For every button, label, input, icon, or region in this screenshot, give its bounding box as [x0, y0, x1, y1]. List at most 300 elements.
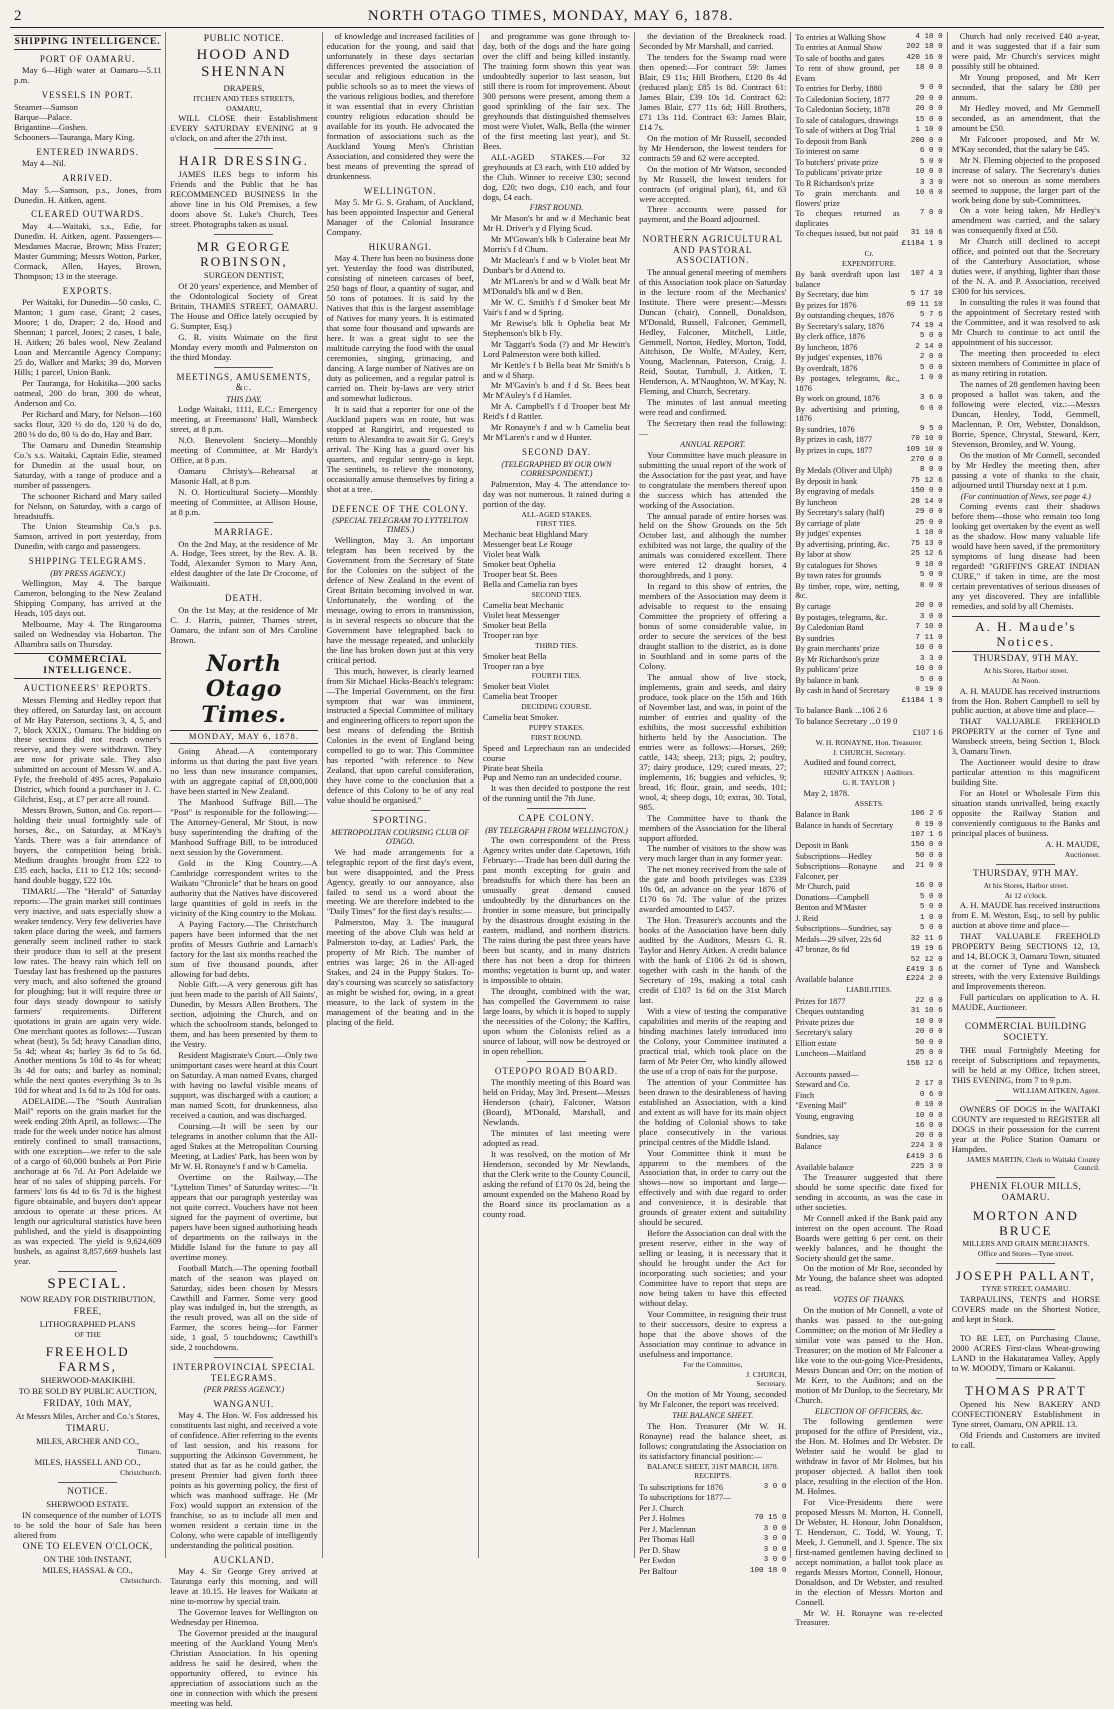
text: and programme was gone through to-day, both of the dogs and the hare going over the cliff and being killed instantly. The training form shown this year was undoubtedly superior to last season, but still there is room for improvement. About 300 persons were present, among them a good sprinkling of the fair sex. The greyhounds that distinguished themselves most were Violet, Walk, Bella (the winner of the first meeting last year), and St. Bees.: [482, 31, 631, 151]
ad-text: A. H. MAUDE has received instructions from E. M. Weston, Esq., to sell by public auction at above time and place—: [951, 900, 1100, 931]
text: On the 1st May, at the residence of Mr C. J. Harris, painter, Thames street, Oamaru, the infant son of Mrs Caroline Brown.: [170, 604, 318, 645]
text: Before the Association can deal with the present reserve, either in the way of selling or leasing, it is necessary that it should be brought under the Act for incorporating such societies; and your Committee have to report that steps are now being taken to have this effected without delay.: [639, 1228, 787, 1309]
account-amount: 20 0 0: [915, 94, 943, 103]
account-label: Secretary's salary: [795, 1028, 853, 1038]
account-label: Young, engraving: [795, 1111, 854, 1121]
text: Per Tauranga, for Hokitika—200 sacks oatmeal, 200 do bran, 300 do wheat, Anderson and Co.: [14, 377, 162, 408]
account-label: To grain merchants and flowers' prize: [795, 189, 900, 208]
text: Mr W. H. Ronayne was re-elected Treasurer.: [795, 1607, 943, 1628]
account-amount: 5 0 0: [919, 571, 943, 580]
ad-line: FRIDAY, 10th MAY,: [43, 1399, 132, 1410]
account-label: By bank overdraft upon last balance: [795, 270, 900, 289]
account-row: [639, 1524, 786, 1535]
account-amount: 50 0 0: [915, 1038, 943, 1047]
account-label: Per Balfour: [639, 1566, 678, 1576]
account-row: [795, 404, 942, 424]
ad-line: Christchurch.: [120, 1576, 162, 1586]
account-amount: 25 0 0: [915, 518, 943, 527]
divider: [527, 808, 586, 809]
result: Mr M'Laren's br and w d Walk beat Mr M'Donald's blk and w d Ben.: [482, 275, 631, 296]
heading: DEATH.: [225, 593, 263, 604]
account-label: Steward and Co.: [795, 1080, 850, 1090]
account-row: [795, 321, 942, 332]
account-amount: 75 13 0: [910, 539, 943, 548]
account-label: Subscriptions—Ronayne and Falconer, per: [795, 862, 905, 881]
subheading: ALL-AGED STAKES.: [521, 509, 592, 519]
ad-line: TIMARU.: [65, 1424, 110, 1435]
divider: [214, 234, 273, 235]
result: Mr A. Campbell's f d Trooper beat Mr Reid's f d Rattler.: [482, 401, 631, 422]
signature: W. H. RONAYNE, Hon. Treasurer.: [815, 737, 923, 747]
subheading: ELECTION OF OFFICERS, &c.: [815, 1406, 924, 1416]
ad-text: THAT VALUABLE FREEHOLD PROPERTY Being SECTIONS 12, 13, and 14, BLOCK 3, Oamaru Town, situated at the corner of Tyne and Wansbeck streets, with the very Extensive Buildings and Improvements thereon.: [951, 931, 1100, 992]
account-row: [795, 1111, 942, 1122]
account-amount: 0 19 0: [915, 686, 943, 695]
text: On the motion of Mr Connell, seconded by Mr Hedley the meeting then, after passing a vote of thanks to the chair, adjourned until Thursday next at 1 p.m.: [951, 449, 1100, 490]
account-amount: 5 0 0: [919, 363, 943, 372]
account-row: [795, 1017, 942, 1028]
text: Per Richard and Mary, for Nelson—160 sacks flour, 320 ½ do do, 120 ¼ do do, 280 ⅛ do do, 80 ¼ do do, Hay and Barr.: [14, 408, 162, 439]
text: Oamaru Christy's—Rehearsal at Masonic Hall, at 8 p.m.: [170, 466, 318, 487]
account-row: [795, 665, 942, 676]
account-label: By deposit in bank: [795, 476, 858, 486]
ad-title: MR GEORGE ROBINSON,: [196, 239, 292, 270]
ad-line: TO BE SOLD BY PUBLIC AUCTION,: [18, 1386, 157, 1397]
account-label: To entries at Walking Show: [795, 32, 886, 42]
text: The meeting then proceeded to elect sixteen members of Committee in place of as many retiring in rotation.: [951, 348, 1100, 378]
account-amount: 5 0 0: [919, 157, 943, 166]
text: Your Committee, in resigning their trust to their successors, desire to express a hope that the above shows of the Association may continue to advance in usefulness and importance.: [639, 1309, 787, 1359]
ad-line: MILES, ARCHER AND CO.,: [36, 1436, 140, 1447]
account-amount: 225 3 0: [910, 1162, 943, 1171]
account-row: [795, 654, 942, 665]
account-row: [639, 1482, 786, 1493]
ad-line: SHERWOOD ESTATE.: [46, 1498, 130, 1509]
account-amount: [743, 1503, 786, 1514]
subheading: FIRST TIES.: [536, 519, 577, 529]
text: Messrs Brown, Sutton, and Co. report—holding their usual fortnightly sale of horses, &c., on Saturday, at M'Kay's Yards. There was a fair attendance of buyers, the competition being brisk. Medium draughts brought from £22 to £35 each, hacks, £11 to £12 10s; second-hand double buggy, £22 10s.: [14, 805, 162, 886]
result: Mr Ronayne's f and w b Camelia beat Mr M'Laren's r and w d Hunter.: [482, 422, 631, 443]
ad-line: HOOD AND SHENNAN: [196, 47, 292, 81]
ad-text: G. R. visits Waimate on the first Monday every month and Palmerston on the third Monday.: [170, 332, 318, 363]
account-amount: 29 0 0: [915, 508, 943, 517]
ad-text: WILL CLOSE their Establishment EVERY SATURDAY EVENING at 9 o'clock, on and after the 27th inst.: [170, 113, 318, 144]
account-label: To R Richardson's prize: [795, 178, 874, 188]
account-label: Benton and M'Master: [795, 903, 867, 913]
account-amount: 20 0 0: [915, 105, 943, 114]
subheading: (TELEGRAPHED BY OUR OWN CORRESPONDENT.): [501, 459, 612, 479]
account-label: [795, 965, 904, 975]
account-label: To entries at Annual Show: [795, 43, 883, 53]
account-label: [795, 1122, 890, 1132]
account-row: [795, 424, 942, 435]
account-amount: 0 19 0: [915, 820, 943, 829]
account-amount: 1 10 0: [915, 126, 943, 135]
account-label: Per J. Maclennan: [639, 1524, 696, 1534]
account-amount: 5 0 0: [919, 892, 943, 901]
result-list: Camelia beat Mechanic Violet beat Messenger Smoker beat Bella Trooper ran bye: [482, 599, 564, 640]
divider: [214, 367, 273, 368]
nameplate: North Otago Times.: [201, 650, 287, 728]
account-label: Deposit in Bank: [795, 841, 849, 851]
masthead: [10, 6, 1104, 28]
account-amount: [743, 1493, 786, 1504]
account-row: [795, 64, 942, 84]
account-row: [795, 1152, 942, 1162]
account-amount: 224 3 0: [910, 1142, 943, 1151]
ad-line: At his Stores, Harbor street.: [983, 665, 1069, 675]
ad-text: Old Friends and Customers are invited to call.: [951, 1429, 1100, 1450]
receipts-table: [639, 1482, 786, 1577]
heading: AUCKLAND.: [213, 1554, 275, 1565]
account-row: [795, 612, 942, 623]
account-amount: 28 14 0: [910, 497, 943, 506]
account-amount: 0 10 0: [915, 1101, 943, 1110]
account-row: [795, 1038, 942, 1049]
account-amount: 18 0 0: [915, 64, 943, 73]
account-label: Cheques outstanding: [795, 1007, 864, 1017]
account-label: Luncheon—Maitland: [795, 1049, 866, 1059]
ad-line: OAMARU,: [226, 103, 262, 113]
text: The annual show of live stock, implements, grain and seeds, and dairy produce, took place on the 15th and 16th of November last, and was, in point of the number of entries and quality of the exhibits, the most successful exhibition hitherto held by the Association. The entries were as follows:—Horses, 269; cattle, 143; sheep, 213; pigs, 2; poultry, 37; dairy produce, 129; cured meats, 27; implements, 16; buggies and vehicles, 9; bread, 16; flour, grain, and seeds, 101; wool, 4; sheep dogs, 10; extras, 30. Total, 985.: [639, 672, 787, 812]
result: Mr Maclean's f and w b Violet beat Mr Dunbar's br d Attend to.: [482, 254, 631, 275]
text: TIMARU.—The "Herald" of Saturday reports:—The grain market still continues very inactive, and oats especially show a weaker tendency. Very few deliveries have taken place during the week, and farmers generally seem inclined rather to stack their produce than to sell at the present low rates. The heavy rain which fell on Tuesday last has freshened up the pastures very much, and also softened the ground for ploughing; but it will require three or four days steady downpour to satisfy farmers' requirements. Different quotations in grain are again very wide. One merchant quotes as follows:—Tuscan wheat (best), 5s 5d; heavy Canadian ditto, 5s 4d; wheat 4s; barley 3s 6d to 5s 6d. Another mentions 5s 10d to 4s for wheat; 3s 4d for oats; and barley as nominal; while the next quotes everything 3s to 3s 10d for wheat and 1s 6d to 2s 10d for oats.: [14, 886, 162, 1096]
account-amount: 2 0 0: [919, 353, 943, 362]
result: Mr Rewise's blk b Ophelia beat Mr Stephenson's blk b Fly.: [482, 317, 631, 338]
account-row: [795, 229, 942, 240]
account-amount: 10 0 0: [915, 1111, 943, 1120]
account-row: [795, 43, 942, 54]
text: Mr Connell asked if the Bank paid any interest on the open account. The Road Boards were getting 6 per cent. on their weekly balances, and he thought the Society should get the same.: [795, 1212, 943, 1263]
account-label: By judges' expenses: [795, 529, 862, 539]
heading: SPORTING.: [372, 815, 428, 826]
account-row: [795, 147, 942, 158]
text: Mr Church still declined to accept office, and pointed out that the Secretary of the Canterbury Association, whose duties were, if anything, lighter than those of the N. A. and P. Association, received £300 for his services.: [951, 236, 1100, 297]
text: May 5.—Samson, p.s., Jones, from Dunedin. H. Aitken, agent.: [14, 184, 162, 205]
account-row: [795, 934, 942, 945]
text: The net money received from the sale of the gate and booth privileges was £339 10s 0d, an advance on the year 1876 of £170 6s 7d. The value of the prizes awarded amounted to £457.: [639, 864, 787, 915]
account-label: By luncheon, 1876: [795, 342, 858, 352]
text: To balance Secretary ...0 19 0: [795, 715, 898, 726]
account-amount: 16 0 0: [915, 882, 943, 891]
account-label: Elliott estate: [795, 1038, 837, 1048]
ad-line: At his Stores, Harbor street.: [983, 880, 1069, 890]
subheading: ANNUAL REPORT.: [680, 440, 746, 450]
account-amount: £1184 1 9: [901, 239, 943, 248]
account-row: [639, 1545, 786, 1556]
subheading: PUPPY STAKES.: [528, 722, 585, 732]
heading: WANGANUI.: [213, 1398, 275, 1409]
ad-text: The Auctioneer would desire to draw particular attention to this magnificent building Site.: [951, 757, 1100, 788]
account-row: [639, 1493, 786, 1504]
account-row: [795, 529, 942, 540]
heading: OTEPOPO ROAD BOARD.: [494, 1065, 619, 1076]
account-amount: 3 3 0: [919, 654, 943, 663]
continuation-note: (For continuation of News, see page 4.): [960, 491, 1091, 501]
editorial-item: Gold in the King Country.—A Cambridge correspondent writes to the Waikato "Chronicle" that he hears on good authority that the Natives have discovered large quantities of gold in reefs in the vicinity of the King country to the Mokau.: [170, 857, 318, 918]
account-label: "Evening Mail": [795, 1101, 847, 1111]
account-row: [795, 560, 942, 571]
account-row: [795, 539, 942, 550]
account-row: [795, 53, 942, 64]
account-row: [795, 810, 942, 821]
column-7: [948, 32, 1104, 1558]
account-label: To cheques returned as duplicates: [795, 209, 900, 228]
account-amount: 31 10 6: [910, 229, 943, 238]
ad-line: MILES, HASSELL AND CO.,: [34, 1456, 141, 1467]
account-row: [795, 189, 942, 209]
account-row: [795, 1090, 942, 1101]
ad-text: TO BE LET, on Purchasing Clause, 2000 ACRES First-class Wheat-growing LAND in the Hakataramea Valley, Apply to W. MOODY, Timaru or Kakanui.: [951, 1332, 1100, 1373]
account-label: By timber, rope, wire, netting, &c.: [795, 581, 900, 601]
result-list: Speed and Leprechaun ran an undecided course Pirate beat Sheila Pup and Nemo ran an undecided course.: [482, 742, 631, 783]
text: Mr Hedley moved, and Mr Gemmell seconded, as an amendment, that the amount be £50.: [951, 102, 1100, 133]
heading: EXPORTS.: [62, 285, 113, 296]
ad-text: For an Hotel or Wholesale Firm this situation stands unrivalled, being exactly opposite the Railway Station and conveniently contiguous to the Banks and principal places of business.: [951, 788, 1100, 839]
account-amount: 21 0 0: [915, 862, 943, 871]
account-amount: 6 0 0: [919, 404, 943, 413]
ad-line: SURGEON DENTIST,: [203, 270, 284, 281]
signature: HENRY AITKEN } Auditors.: [823, 768, 915, 778]
divider: [371, 810, 430, 811]
account-row: [795, 601, 942, 612]
account-row: [795, 394, 942, 405]
ad-line: At Noon.: [1011, 675, 1040, 685]
account-row: [795, 644, 942, 655]
result-list: Smoker beat Violet Camelia beat Trooper: [482, 681, 558, 702]
account-label: By overdraft, 1876: [795, 363, 858, 373]
account-label: By prizes for 1876: [795, 300, 857, 310]
account-amount: 20 0 0: [915, 1028, 943, 1037]
account-label: [795, 239, 899, 249]
signature: G. R. TAYLOR }: [842, 778, 896, 788]
subheading: VOTES OF THANKS.: [833, 1295, 905, 1305]
divider: [996, 1378, 1055, 1379]
account-row: [795, 675, 942, 686]
account-label: Subscriptions—Sundries, say: [795, 924, 892, 934]
account-label: By cartage: [795, 601, 831, 611]
account-amount: 8 0 0: [919, 466, 943, 475]
account-amount: 1 0 0: [919, 913, 943, 922]
account-amount: 25 12 6: [910, 550, 943, 559]
account-amount: 15 0 0: [915, 115, 943, 124]
subheading: (PER PRESS AGENCY.): [203, 1385, 285, 1395]
ad-title: PUBLIC NOTICE.: [203, 34, 285, 44]
signature: WILLIAM AITKEN, Agent.: [1012, 1086, 1100, 1095]
heading: INTERPROVINCIAL SPECIAL TELEGRAMS.: [172, 1362, 316, 1383]
account-row: [795, 311, 942, 322]
account-amount: £419 3 6: [906, 965, 943, 974]
text: To balance Bank ...106 2 6: [795, 704, 888, 715]
signature: J. CHURCH, Secretary.: [832, 747, 906, 757]
divider: [58, 1482, 117, 1483]
account-amount: 3 6 0: [919, 394, 943, 403]
text: May 2, 1878.: [803, 787, 850, 798]
text: The drought, combined with the war, has compelled the Government to raise large loans, by which it is hoped to supply the necessities of the Colony; the Kaffirs, upon whom the Colonists relied as a source of labour, will now be destroyed or in open rebellion.: [482, 985, 631, 1056]
text: Melbourne, May 4. The Ringarooma sailed on Wednesday via Hobarton. The Albambra sails on Thursday.: [14, 619, 162, 650]
ad-title: SPECIAL.: [47, 1275, 128, 1292]
text: The attention of your Committee has been drawn to the desirableness of having established an Association, with a kind and extent as will have for its main object the holding of Colonial shows to take place consecutively in the various principal centres of the Middle Island.: [639, 1076, 787, 1147]
signature: A. H. MAUDE,: [1045, 839, 1100, 850]
text: Three accounts were passed for payment, and the Board adjourned.: [639, 204, 787, 225]
account-row: [795, 168, 942, 179]
account-label: Per Thomas Hall: [639, 1535, 695, 1545]
ad-line: Timaru.: [137, 1447, 162, 1457]
ad-line: THURSDAY, 9TH MAY.: [973, 868, 1079, 879]
text: It was resolved, on the motion of Mr Henderson, seconded by Mr Newlands, that the Clerk write to the County Council, asking the refund of £170 0s 2d, being the amount expended on the Maheno Road by the Board since its proclamation as a county road.: [482, 1148, 631, 1219]
account-label: By grain merchants' prize: [795, 644, 880, 654]
text: The annual parade of entire horses was held on the Show Grounds on the 5th October last, and although the number exhibited was not large, the quality of the animals was considered excellent. There were entered 12 draught horses, 4 thoroughbreds, and 1 pony.: [639, 510, 787, 581]
ad-line: DRAPERS,: [223, 82, 265, 93]
account-amount: 109 10 0: [906, 445, 943, 454]
account-amount: £1184 1 9: [901, 696, 943, 705]
account-label: Balance: [795, 1142, 822, 1152]
account-row: [795, 290, 942, 301]
account-amount: 20 0 0: [915, 1131, 943, 1140]
account-amount: 9 10 0: [915, 560, 943, 569]
account-amount: 5 0 0: [919, 924, 943, 933]
ad-line: ITCHEN AND TEES STREETS,: [193, 93, 295, 103]
text: May 4. The Hon. W. Fox addressed his constituents last night, and received a vote of confidence. After referring to the events of last session, and his reasons for supporting the Atkinson Government, he stated that as far as he could gather, the present Premier had given forth three points as his governing policy, the first of which was manhood suffrage. He (Mr Fox) would support an extension of the franchise, so as to include all men and women resident a certain time in the Colony, who were capable of intelligently understanding the political position.: [170, 1410, 318, 1550]
ad-title: HAIR DRESSING.: [179, 153, 309, 169]
subheading: DECIDING COURSE.: [521, 702, 592, 712]
account-row: [795, 571, 942, 582]
heading: PORT OF OAMARU.: [39, 54, 136, 65]
text: In consulting the rules it was found that the appointment of Secretary rested with the Committee, and it was resolved to ask Mr Church to continue to act until the appointment of his successor.: [951, 297, 1100, 348]
account-amount: 107 1 6: [910, 831, 943, 840]
account-label: To deposit from Bank: [795, 136, 867, 146]
account-amount: 31 10 6: [910, 1007, 943, 1016]
account-amount: 16 0 0: [915, 1122, 943, 1131]
account-row: [795, 1069, 942, 1080]
account-label: 47 bronze, 8s 6d: [795, 945, 850, 955]
account-amount: 202 18 0: [906, 43, 943, 52]
result: Mr Taggart's Soda (?) and Mr Hewitt's Lord Palmerston were both killed.: [482, 338, 631, 359]
text: ADELAIDE.—The "South Australian Mail" reports on the grain market for the week ending 20th April, as follows:—The trade for the week under notice has almost entirely confined to small transactions, with one exception—we refer to the sale of a cargo of 60,000 bushels at Port Pirie anchorage at 6s 7d. At Port Adelaide we hear of no sales of shipping parcels. For farmers' lots 6s 4d to 6s 7d is the highest figure obtainable, and buyers don't appear anxious to operate at these prices. At length our agricultural statistics have been published, and the yield is disappointing as was expected. The yield is 9,624,609 bushels, as against 8,857,669 bushels last year.: [14, 1096, 162, 1266]
account-row: [795, 1049, 942, 1060]
account-label: By work on ground, 1876: [795, 394, 880, 404]
account-row: [795, 476, 942, 487]
editorial-item: Noble Gift.—A very generous gift has just been made to the parish of All Saints', Dunedin, by Messrs Allen Brothers. The section, adjoining the Church, and on which the schoolroom stands, belonged to them, and has been presented by them to the Vestry.: [170, 979, 318, 1050]
dateline: MONDAY, MAY 6, 1878.: [170, 730, 317, 744]
account-row: [795, 342, 942, 353]
account-label: Finch: [795, 1090, 815, 1100]
account-row: [795, 955, 942, 965]
account-label: By labor at show: [795, 550, 852, 560]
subheading: BALANCE SHEET, 31ST MARCH, 1878.: [646, 1461, 779, 1471]
account-row: [795, 892, 942, 903]
account-amount: [891, 1069, 943, 1080]
ad-line: TYNE STREET, OAMARU.: [981, 1284, 1071, 1294]
account-amount: 4 10 0: [915, 32, 943, 41]
text: The Governor leaves for Wellington on Wednesday per Hinemoa.: [170, 1607, 318, 1627]
text: On the motion of Mr Russell, seconded by Mr Henderson, the lowest tenders for contracts 59 and 62 were accepted.: [639, 132, 787, 163]
columns: [10, 31, 1104, 1708]
account-amount: 20 0 0: [915, 601, 943, 610]
account-row: [795, 924, 942, 935]
subheading: FOURTH TIES.: [531, 671, 582, 681]
editorial-item: Football Match.—The opening football match of the season was played on Saturday, sides been chosen by Messrs Cawthill and Farmer. Some very good play was indulged in, but the strength, as the result proved, was all on the side of Farmer, the scores being—for Farmer side, 1 goal, 5 touchdowns; Cawthill's side, 2 touchdowns.: [170, 1262, 318, 1353]
account-row: [795, 178, 942, 189]
text: The schooner Richard and Mary sailed for Nelson, on Saturday, with a cargo of breadstuffs.: [14, 490, 162, 521]
text: May 4.—Waitaki, s.s., Edie, for Dunedin. H. Aitken, agent. Passengers—Mesdames Macrae, Brown; Miss Frazer; Master Gumming; Messrs Wotton, Parker, Cormack, Allen, Hayes, Brown, Thompson; 13 in the steerage.: [14, 220, 162, 281]
text: On a vote being taken, Mr Hedley's amendment was carried, and the salary was consequently fixed at £50.: [951, 205, 1100, 236]
ad-line: ON THE 10th INSTANT,: [43, 1554, 132, 1565]
account-amount: 6 0 0: [919, 147, 943, 156]
ad-line: THURSDAY, 9TH MAY.: [973, 653, 1079, 664]
result: Mr Mason's br and w d Mechanic beat Mr H. Driver's y d Flying Scud.: [482, 212, 631, 233]
account-row: [795, 466, 942, 477]
account-amount: 107 4 3: [910, 270, 943, 279]
account-label: To interest on same: [795, 147, 860, 157]
ad-line: SHERWOOD-MAKIKIHI.: [40, 1375, 135, 1386]
editorial-item: The Manhood Suffrage Bill.—The "Post" is responsible for the following:—The Attorney-General, Mr Stout, is now busy superintending the drafting of the Manhood Suffrage Bill, to be introduced next session by the Government.: [170, 797, 318, 857]
account-row: [795, 497, 942, 508]
text: The Treasurer suggested that there should be some specific date fixed for sending in accounts, as was the case in other societies.: [795, 1171, 943, 1212]
text: May 4—Nil.: [22, 158, 66, 169]
account-row: [639, 1535, 786, 1546]
account-amount: 32 11 6: [910, 934, 943, 943]
ad-text: Opened his New BAKERY AND CONFECTIONERY Establishment in Tyne street, Oamaru, ON APRIL 13.: [951, 1398, 1100, 1429]
account-label: By clerk office, 1876: [795, 332, 865, 342]
account-label: By cash in hand of Secretary: [795, 686, 890, 696]
account-amount: £419 3 6: [906, 1152, 943, 1161]
text: The own correspondent of the Press Agency writes under date Capetown, 16th February:—Trade has been dull during the past month excepting for grain and breadstuffs for which there has been an unusually great demand caused undoubtedly by the disturbances on the frontier in some measure, but principally by the disastrous drought existing in the eastern, midland, and northern districts. The rains during the past three years have been but scanty, and in many districts there has not been a drop for thirteen months; vegetation is burnt up, and water is impossible to obtain.: [482, 835, 631, 985]
account-label: To butchers' private prize: [795, 157, 879, 167]
account-label: Private prizes due: [795, 1017, 855, 1027]
text: Wellington, May 4. The barque Cameron, belonging to the New Zealand Shipping Company, has arrived at the Heads, 105 days out.: [14, 578, 162, 619]
text: May 4. Sir George Grey arrived at Tauranga early this morning, and will leave at 10.15. He leaves for Waikato at nine to-morrow by special train.: [170, 1566, 318, 1607]
account-label: Mr Church, paid: [795, 882, 850, 892]
divider: [214, 148, 273, 149]
text: Audited and found correct,: [803, 757, 896, 768]
text: The monthly meeting of this Board was held on Friday, May 3rd. Present—Messrs Henderson (chair), Falconer, Watson (Board), M'Donald, Marshall, and Newlands.: [482, 1077, 631, 1127]
divider: [996, 864, 1055, 865]
running-head: NORTH OTAGO TIMES, MONDAY, MAY 6, 1878.: [367, 7, 734, 24]
signature: Secretary.: [756, 1379, 787, 1389]
text: On the 2nd May, at the residence of Mr A. Hodge, Tees street, by the Rev. A. B. Todd, Alexander Symon to Mary Ann, eldest daughter of the late Dr Crocome, of Waikouaiti.: [170, 538, 318, 589]
account-amount: 75 12 6: [910, 476, 943, 485]
column-1: [10, 32, 166, 1586]
account-row: [795, 94, 942, 105]
ad-line: LITHOGRAPHED PLANS: [39, 1319, 136, 1330]
account-label: By outstanding cheques, 1876: [795, 311, 895, 321]
account-label: By prizes in cups, 1877: [795, 445, 873, 455]
text: The annual general meeting of members of this Association took place on Saturday in the lecture room of the Mechanics' Institute. There were present:—Messrs Duncan (chair), Connell, Donaldson, M'Donald, Russell, Falconer, Gemmell, Hedley, Falconer, Mitchell, Little, Gemmell, Norton, Hedley, Morton, Todd, Aitchison, De Wolfe, M'Auley, Kerr, Young, Maclennan, Paterson, Craig, J. Reid, Soutar, Turnbull, J. Aitken, T. Henderson, A. M'Naughton, W. M'Kay, N. Fleming, and Church, Secretary.: [639, 266, 787, 397]
heading: CAPE COLONY.: [518, 813, 595, 824]
account-label: To publicans' private prize: [795, 168, 883, 178]
account-label: Prizes for 1877: [795, 996, 846, 1006]
section-title: SHIPPING INTELLIGENCE.: [14, 35, 161, 50]
ad-title: COMMERCIAL BUILDING SOCIETY.: [964, 1022, 1087, 1044]
ad-text: Full particulars on application to A. H. MAUDE, Auctioneer.: [951, 992, 1100, 1013]
account-row: [639, 1503, 786, 1514]
account-label: Accounts passed—: [795, 1069, 859, 1079]
account-label: Available balance: [795, 975, 854, 985]
column-6: [791, 32, 947, 1628]
account-row: [795, 1080, 942, 1091]
ad-title: NOTICE.: [67, 1486, 108, 1497]
result-list: Smoker beat Bella Trooper ran a bye: [482, 650, 547, 671]
account-row: [795, 115, 942, 126]
account-amount: 3 0 0: [763, 1556, 787, 1565]
account-amount: 25 0 0: [915, 1049, 943, 1058]
account-label: Sundries, say: [795, 1131, 840, 1141]
account-amount: £224 2 0: [906, 975, 943, 984]
ad-line: At 12 o'clock.: [1004, 890, 1048, 900]
subheading: THE BALANCE SHEET.: [672, 1411, 754, 1421]
text: The Committee have to thank the members of the Association for the liberal support afforded.: [639, 812, 787, 843]
